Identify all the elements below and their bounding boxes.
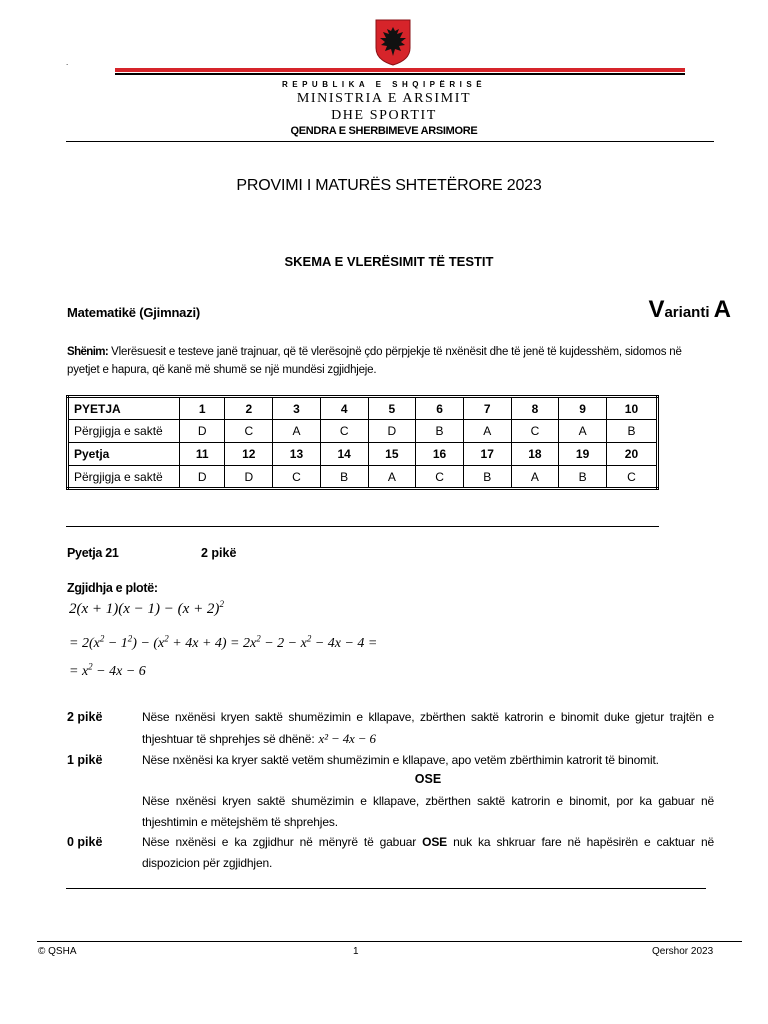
footer-page-number: 1 [353, 946, 359, 957]
table-cell: B [559, 466, 607, 489]
table-cell: C [320, 420, 368, 443]
table-cell: A [368, 466, 416, 489]
table-cell: 10 [606, 397, 657, 420]
question-points: 2 pikë [201, 546, 237, 560]
table-cell: 7 [463, 397, 511, 420]
table-cell: D [225, 466, 273, 489]
table-cell: 2 [225, 397, 273, 420]
note-text: Vlerësuesit e testeve janë trajnuar, që të vlerësojnë çdo përpjekje të nxënësit dhe të jenë të kujdesshëm, sidomos në pyetjet e hapura, që kanë më shumë se një mundësi zgjidhjeje. [67, 346, 682, 376]
republic-name: REPUBLIKA E SHQIPËRISË [281, 80, 487, 89]
score-1-text-a: Nëse nxënësi ka kryer saktë vetëm shumëzimin e kllapave, apo vetëm zbërthimin katrorit të binomit. [142, 753, 659, 767]
answer-key-table [66, 395, 659, 490]
score-0-text-end: nuk ka shkruar fare në hapësirën e caktuar në dispozicion për zgjidhjen. [142, 835, 714, 870]
table-cell: A [463, 420, 511, 443]
note-label: Shënim: [67, 346, 109, 358]
score-1-label: 1 pikë [67, 753, 103, 767]
table-cell: C [416, 466, 464, 489]
ministry-name-line2: DHE SPORTIT [331, 108, 437, 123]
table-cell: 18 [511, 443, 559, 466]
table-cell: C [225, 420, 273, 443]
solution-line-1: $2(x + 1)(x - 1) - (x + 2)^2$ [69, 599, 224, 617]
table-cell: C [273, 466, 321, 489]
table-cell: A [559, 420, 607, 443]
table-cell: B [320, 466, 368, 489]
table-cell: 15 [368, 443, 416, 466]
table-row [68, 420, 658, 443]
score-1-text-b: Nëse nxënësi kryen saktë shumëzimin e kllapave, zbërthen saktë katrorin e binomit, por ka gabuar në thjeshtimin e mëtejshëm të shprehjes. [142, 794, 714, 829]
education-center-name: QENDRA E SHERBIMEVE ARSIMORE [290, 125, 478, 137]
table-row [68, 466, 658, 489]
stray-mark: . [66, 58, 69, 67]
solution-line-2: = $2(x^2 - 1^2) - (x^2 + 4x + 4) = 2x^2 - 2 - x^2 - 4x - 4$ = [69, 633, 378, 651]
exam-title: PROVIMI I MATURËS SHTETËRORE 2023 [236, 177, 542, 194]
score-2-description: Nëse nxënësi kryen saktë shumëzimin e kllapave, zbërthen saktë katrorin e binomit duke gjetur trajtën e thjeshtuar të shprehjes së dhënë: [142, 710, 714, 746]
table-cell: 9 [559, 397, 607, 420]
variant-letter: A [713, 296, 731, 323]
table-cell: C [606, 466, 657, 489]
table-cell: B [463, 466, 511, 489]
footer-copyright: © QSHA [38, 946, 77, 957]
table-cell: 19 [559, 443, 607, 466]
table-cell: 12 [225, 443, 273, 466]
row-label: Përgjigja e saktë [68, 420, 180, 443]
table-cell: 17 [463, 443, 511, 466]
footer-divider [37, 941, 742, 942]
table-cell: 8 [511, 397, 559, 420]
table-cell: A [511, 466, 559, 489]
table-cell: 13 [273, 443, 321, 466]
table-cell: D [180, 466, 225, 489]
row-label: Përgjigja e saktë [68, 466, 180, 489]
score-2-expression: x² − 4x − 6 [318, 731, 376, 746]
table-cell: C [511, 420, 559, 443]
table-cell: 6 [416, 397, 464, 420]
table-cell: 5 [368, 397, 416, 420]
full-solution-label: Zgjidhja e plotë: [67, 581, 158, 595]
header-black-bar [115, 73, 685, 75]
header-red-bar [115, 68, 685, 72]
score-0-text-start: Nëse nxënësi e ka zgjidhur në mënyrë të gabuar [142, 835, 423, 849]
albanian-emblem-icon [374, 18, 412, 66]
variant-label [648, 296, 731, 324]
scheme-subtitle: SKEMA E VLERËSIMIT TË TESTIT [284, 254, 494, 269]
table-cell: 11 [180, 443, 225, 466]
table-cell: B [416, 420, 464, 443]
table-row [68, 443, 658, 466]
score-2-label: 2 pikë [67, 710, 103, 724]
table-cell: B [606, 420, 657, 443]
table-cell: 16 [416, 443, 464, 466]
score-1-or: OSE [414, 772, 442, 786]
table-cell: 20 [606, 443, 657, 466]
footer-date: Qershor 2023 [652, 946, 714, 957]
section-divider [66, 526, 659, 527]
table-cell: D [368, 420, 416, 443]
table-cell: 14 [320, 443, 368, 466]
table-cell: 3 [273, 397, 321, 420]
solution-line-3: = $x^2 - 4x - 6$ [69, 661, 146, 679]
ministry-name-line1: MINISTRIA E ARSIMIT [296, 91, 472, 106]
table-cell: 1 [180, 397, 225, 420]
score-0-label: 0 pikë [67, 835, 103, 849]
variant-word: arianti [664, 304, 714, 321]
section-end-divider [66, 888, 706, 889]
table-cell: D [180, 420, 225, 443]
subject-label: Matematikë (Gjimnazi) [67, 305, 201, 320]
table-row [68, 397, 658, 420]
score-0-or: OSE [422, 835, 448, 849]
variant-initial: V [648, 296, 665, 323]
header-divider [66, 141, 714, 142]
table-cell: A [273, 420, 321, 443]
row-label: Pyetja [68, 443, 180, 466]
question-label: Pyetja 21 [67, 546, 119, 560]
score-0-text [142, 832, 714, 874]
row-label: PYETJA [68, 397, 180, 420]
evaluator-note [67, 343, 717, 379]
score-2-text [142, 707, 714, 750]
table-cell: 4 [320, 397, 368, 420]
